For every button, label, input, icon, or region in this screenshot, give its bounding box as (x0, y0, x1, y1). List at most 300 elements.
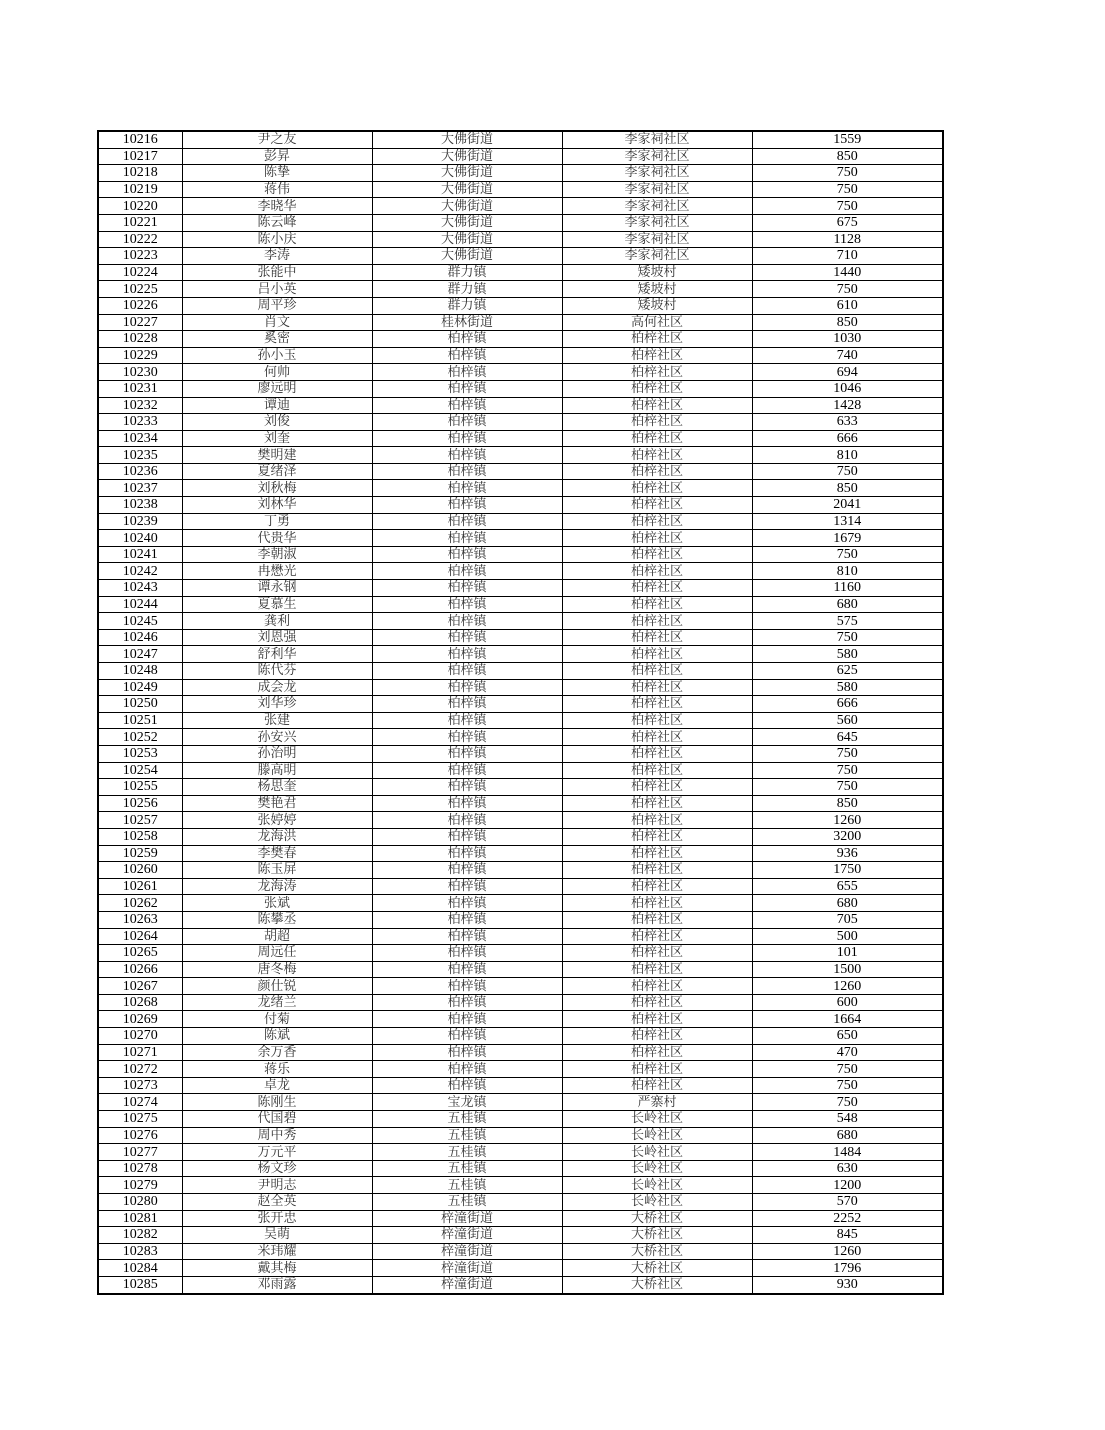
record-id-cell: 10278 (98, 1160, 182, 1177)
name-cell: 李朝淑 (182, 546, 372, 563)
record-id-cell: 10235 (98, 447, 182, 464)
table-row (98, 679, 943, 696)
name-cell: 刘奎 (182, 430, 372, 447)
name-cell: 夏绪泽 (182, 463, 372, 480)
table-row (98, 364, 943, 381)
table-row (98, 380, 943, 397)
amount-cell: 845 (752, 1227, 943, 1244)
name-cell: 李樊春 (182, 845, 372, 862)
record-id-cell: 10241 (98, 546, 182, 563)
community-cell: 柏梓社区 (562, 779, 752, 796)
town-cell: 柏梓镇 (372, 331, 562, 348)
record-id-cell: 10217 (98, 148, 182, 165)
name-cell: 张斌 (182, 895, 372, 912)
record-id-cell: 10221 (98, 214, 182, 231)
table-row (98, 945, 943, 962)
amount-cell: 705 (752, 911, 943, 928)
name-cell: 谭永钢 (182, 580, 372, 597)
town-cell: 柏梓镇 (372, 463, 562, 480)
name-cell: 张能中 (182, 264, 372, 281)
record-id-cell: 10280 (98, 1194, 182, 1211)
record-id-cell: 10277 (98, 1144, 182, 1161)
record-id-cell: 10232 (98, 397, 182, 414)
town-cell: 群力镇 (372, 297, 562, 314)
table-row (98, 563, 943, 580)
table-row (98, 181, 943, 198)
record-id-cell: 10264 (98, 928, 182, 945)
record-id-cell: 10249 (98, 679, 182, 696)
name-cell: 肖文 (182, 314, 372, 331)
community-cell: 大桥社区 (562, 1276, 752, 1293)
record-table-body (98, 131, 943, 1294)
name-cell: 刘秋梅 (182, 480, 372, 497)
table-row (98, 878, 943, 895)
name-cell: 尹明志 (182, 1177, 372, 1194)
town-cell: 柏梓镇 (372, 414, 562, 431)
community-cell: 柏梓社区 (562, 911, 752, 928)
community-cell: 柏梓社区 (562, 629, 752, 646)
record-id-cell: 10223 (98, 248, 182, 265)
town-cell: 柏梓镇 (372, 679, 562, 696)
town-cell: 五桂镇 (372, 1177, 562, 1194)
town-cell: 柏梓镇 (372, 729, 562, 746)
name-cell: 唐冬梅 (182, 961, 372, 978)
amount-cell: 810 (752, 447, 943, 464)
record-id-cell: 10239 (98, 513, 182, 530)
table-row (98, 696, 943, 713)
amount-cell: 1128 (752, 231, 943, 248)
town-cell: 梓潼街道 (372, 1210, 562, 1227)
amount-cell: 750 (752, 165, 943, 182)
name-cell: 张建 (182, 712, 372, 729)
amount-cell: 2041 (752, 497, 943, 514)
community-cell: 李家祠社区 (562, 214, 752, 231)
name-cell: 刘俊 (182, 414, 372, 431)
record-id-cell: 10279 (98, 1177, 182, 1194)
community-cell: 长岭社区 (562, 1194, 752, 1211)
amount-cell: 1679 (752, 530, 943, 547)
town-cell: 大佛街道 (372, 131, 562, 148)
name-cell: 丁勇 (182, 513, 372, 530)
community-cell: 柏梓社区 (562, 679, 752, 696)
amount-cell: 655 (752, 878, 943, 895)
community-cell: 长岭社区 (562, 1127, 752, 1144)
amount-cell: 645 (752, 729, 943, 746)
amount-cell: 570 (752, 1194, 943, 1211)
amount-cell: 1260 (752, 812, 943, 829)
amount-cell: 750 (752, 1094, 943, 1111)
amount-cell: 1796 (752, 1260, 943, 1277)
name-cell: 陈攀丞 (182, 911, 372, 928)
amount-cell: 1664 (752, 1011, 943, 1028)
table-row (98, 629, 943, 646)
community-cell: 柏梓社区 (562, 596, 752, 613)
amount-cell: 630 (752, 1160, 943, 1177)
record-id-cell: 10254 (98, 762, 182, 779)
town-cell: 柏梓镇 (372, 347, 562, 364)
community-cell: 矮坡村 (562, 297, 752, 314)
amount-cell: 750 (752, 1061, 943, 1078)
table-row (98, 663, 943, 680)
amount-cell: 750 (752, 198, 943, 215)
record-id-cell: 10237 (98, 480, 182, 497)
community-cell: 大桥社区 (562, 1210, 752, 1227)
name-cell: 余万香 (182, 1044, 372, 1061)
amount-cell: 1200 (752, 1177, 943, 1194)
amount-cell: 850 (752, 480, 943, 497)
community-cell: 柏梓社区 (562, 862, 752, 879)
town-cell: 柏梓镇 (372, 646, 562, 663)
record-id-cell: 10225 (98, 281, 182, 298)
town-cell: 柏梓镇 (372, 696, 562, 713)
community-cell: 柏梓社区 (562, 1077, 752, 1094)
amount-cell: 850 (752, 148, 943, 165)
amount-cell: 740 (752, 347, 943, 364)
table-row (98, 397, 943, 414)
table-row (98, 646, 943, 663)
table-row (98, 928, 943, 945)
town-cell: 大佛街道 (372, 248, 562, 265)
record-id-cell: 10230 (98, 364, 182, 381)
community-cell: 长岭社区 (562, 1177, 752, 1194)
table-row (98, 1177, 943, 1194)
record-id-cell: 10251 (98, 712, 182, 729)
record-id-cell: 10274 (98, 1094, 182, 1111)
town-cell: 群力镇 (372, 264, 562, 281)
table-row (98, 961, 943, 978)
name-cell: 蒋乐 (182, 1061, 372, 1078)
town-cell: 柏梓镇 (372, 613, 562, 630)
record-id-cell: 10246 (98, 629, 182, 646)
table-row (98, 314, 943, 331)
name-cell: 吴萌 (182, 1227, 372, 1244)
table-row (98, 596, 943, 613)
town-cell: 柏梓镇 (372, 513, 562, 530)
record-table (97, 130, 944, 1295)
community-cell: 柏梓社区 (562, 447, 752, 464)
table-row (98, 248, 943, 265)
record-id-cell: 10268 (98, 994, 182, 1011)
town-cell: 五桂镇 (372, 1111, 562, 1128)
name-cell: 刘华珍 (182, 696, 372, 713)
community-cell: 高何社区 (562, 314, 752, 331)
community-cell: 柏梓社区 (562, 812, 752, 829)
town-cell: 柏梓镇 (372, 878, 562, 895)
name-cell: 张开忠 (182, 1210, 372, 1227)
name-cell: 陈刚生 (182, 1094, 372, 1111)
table-row (98, 1260, 943, 1277)
name-cell: 陈代芬 (182, 663, 372, 680)
town-cell: 五桂镇 (372, 1160, 562, 1177)
record-id-cell: 10265 (98, 945, 182, 962)
amount-cell: 1046 (752, 380, 943, 397)
table-row (98, 447, 943, 464)
community-cell: 柏梓社区 (562, 978, 752, 995)
town-cell: 柏梓镇 (372, 845, 562, 862)
community-cell: 李家祠社区 (562, 181, 752, 198)
table-row (98, 1061, 943, 1078)
community-cell: 大桥社区 (562, 1260, 752, 1277)
record-id-cell: 10283 (98, 1243, 182, 1260)
town-cell: 五桂镇 (372, 1127, 562, 1144)
name-cell: 舒利华 (182, 646, 372, 663)
name-cell: 李晓华 (182, 198, 372, 215)
table-row (98, 1144, 943, 1161)
table-row (98, 530, 943, 547)
amount-cell: 2252 (752, 1210, 943, 1227)
amount-cell: 750 (752, 745, 943, 762)
record-id-cell: 10267 (98, 978, 182, 995)
amount-cell: 610 (752, 297, 943, 314)
record-id-cell: 10253 (98, 745, 182, 762)
table-row (98, 347, 943, 364)
name-cell: 戴其梅 (182, 1260, 372, 1277)
table-row (98, 1227, 943, 1244)
record-id-cell: 10231 (98, 380, 182, 397)
name-cell: 陈玉屏 (182, 862, 372, 879)
record-id-cell: 10275 (98, 1111, 182, 1128)
table-row (98, 1094, 943, 1111)
record-id-cell: 10260 (98, 862, 182, 879)
amount-cell: 3200 (752, 828, 943, 845)
record-id-cell: 10256 (98, 795, 182, 812)
table-row (98, 712, 943, 729)
table-row (98, 613, 943, 630)
amount-cell: 750 (752, 281, 943, 298)
community-cell: 柏梓社区 (562, 347, 752, 364)
community-cell: 李家祠社区 (562, 248, 752, 265)
community-cell: 柏梓社区 (562, 895, 752, 912)
amount-cell: 633 (752, 414, 943, 431)
community-cell: 柏梓社区 (562, 795, 752, 812)
town-cell: 柏梓镇 (372, 712, 562, 729)
town-cell: 柏梓镇 (372, 1028, 562, 1045)
table-row (98, 1243, 943, 1260)
table-row (98, 264, 943, 281)
community-cell: 长岭社区 (562, 1144, 752, 1161)
table-row (98, 994, 943, 1011)
town-cell: 柏梓镇 (372, 911, 562, 928)
town-cell: 柏梓镇 (372, 862, 562, 879)
table-row (98, 165, 943, 182)
name-cell: 彭昇 (182, 148, 372, 165)
amount-cell: 1440 (752, 264, 943, 281)
amount-cell: 750 (752, 629, 943, 646)
record-id-cell: 10270 (98, 1028, 182, 1045)
amount-cell: 575 (752, 613, 943, 630)
name-cell: 张婷婷 (182, 812, 372, 829)
name-cell: 龙海涛 (182, 878, 372, 895)
amount-cell: 675 (752, 214, 943, 231)
community-cell: 柏梓社区 (562, 463, 752, 480)
record-id-cell: 10238 (98, 497, 182, 514)
name-cell: 蒋伟 (182, 181, 372, 198)
town-cell: 柏梓镇 (372, 530, 562, 547)
name-cell: 孙小玉 (182, 347, 372, 364)
amount-cell: 1750 (752, 862, 943, 879)
amount-cell: 1260 (752, 1243, 943, 1260)
town-cell: 柏梓镇 (372, 546, 562, 563)
amount-cell: 750 (752, 762, 943, 779)
name-cell: 陈斌 (182, 1028, 372, 1045)
table-row (98, 845, 943, 862)
record-id-cell: 10285 (98, 1276, 182, 1293)
community-cell: 柏梓社区 (562, 530, 752, 547)
town-cell: 柏梓镇 (372, 497, 562, 514)
table-row (98, 762, 943, 779)
record-id-cell: 10243 (98, 580, 182, 597)
amount-cell: 810 (752, 563, 943, 580)
record-id-cell: 10276 (98, 1127, 182, 1144)
name-cell: 刘恩强 (182, 629, 372, 646)
table-row (98, 1276, 943, 1293)
amount-cell: 500 (752, 928, 943, 945)
town-cell: 桂林街道 (372, 314, 562, 331)
community-cell: 柏梓社区 (562, 513, 752, 530)
community-cell: 柏梓社区 (562, 1044, 752, 1061)
community-cell: 柏梓社区 (562, 646, 752, 663)
table-row (98, 911, 943, 928)
table-row (98, 281, 943, 298)
amount-cell: 694 (752, 364, 943, 381)
amount-cell: 625 (752, 663, 943, 680)
record-id-cell: 10229 (98, 347, 182, 364)
table-row (98, 1028, 943, 1045)
table-row (98, 779, 943, 796)
town-cell: 柏梓镇 (372, 812, 562, 829)
record-id-cell: 10248 (98, 663, 182, 680)
name-cell: 孙安兴 (182, 729, 372, 746)
table-row (98, 862, 943, 879)
name-cell: 杨思奎 (182, 779, 372, 796)
town-cell: 五桂镇 (372, 1144, 562, 1161)
name-cell: 刘林华 (182, 497, 372, 514)
community-cell: 矮坡村 (562, 281, 752, 298)
table-row (98, 231, 943, 248)
name-cell: 颜仕锐 (182, 978, 372, 995)
name-cell: 樊艳君 (182, 795, 372, 812)
table-row (98, 214, 943, 231)
community-cell: 柏梓社区 (562, 430, 752, 447)
name-cell: 尹之友 (182, 131, 372, 148)
table-row (98, 745, 943, 762)
table-row (98, 430, 943, 447)
community-cell: 柏梓社区 (562, 1028, 752, 1045)
record-id-cell: 10244 (98, 596, 182, 613)
town-cell: 柏梓镇 (372, 762, 562, 779)
town-cell: 柏梓镇 (372, 1077, 562, 1094)
town-cell: 柏梓镇 (372, 961, 562, 978)
community-cell: 柏梓社区 (562, 1061, 752, 1078)
name-cell: 何帅 (182, 364, 372, 381)
town-cell: 群力镇 (372, 281, 562, 298)
community-cell: 柏梓社区 (562, 613, 752, 630)
name-cell: 卓龙 (182, 1077, 372, 1094)
town-cell: 大佛街道 (372, 214, 562, 231)
name-cell: 胡超 (182, 928, 372, 945)
name-cell: 孙治明 (182, 745, 372, 762)
town-cell: 大佛街道 (372, 181, 562, 198)
record-id-cell: 10236 (98, 463, 182, 480)
community-cell: 李家祠社区 (562, 131, 752, 148)
name-cell: 吕小英 (182, 281, 372, 298)
name-cell: 邓雨露 (182, 1276, 372, 1293)
community-cell: 柏梓社区 (562, 745, 752, 762)
town-cell: 大佛街道 (372, 198, 562, 215)
town-cell: 柏梓镇 (372, 795, 562, 812)
table-row (98, 463, 943, 480)
record-id-cell: 10216 (98, 131, 182, 148)
table-row (98, 1127, 943, 1144)
amount-cell: 580 (752, 646, 943, 663)
amount-cell: 1260 (752, 978, 943, 995)
town-cell: 柏梓镇 (372, 480, 562, 497)
town-cell: 柏梓镇 (372, 663, 562, 680)
amount-cell: 750 (752, 181, 943, 198)
name-cell: 万元平 (182, 1144, 372, 1161)
record-id-cell: 10233 (98, 414, 182, 431)
community-cell: 李家祠社区 (562, 165, 752, 182)
town-cell: 柏梓镇 (372, 945, 562, 962)
amount-cell: 750 (752, 463, 943, 480)
town-cell: 柏梓镇 (372, 895, 562, 912)
amount-cell: 548 (752, 1111, 943, 1128)
table-row (98, 729, 943, 746)
name-cell: 杨文珍 (182, 1160, 372, 1177)
community-cell: 矮坡村 (562, 264, 752, 281)
amount-cell: 930 (752, 1276, 943, 1293)
table-row (98, 480, 943, 497)
community-cell: 柏梓社区 (562, 331, 752, 348)
name-cell: 龙绪兰 (182, 994, 372, 1011)
community-cell: 柏梓社区 (562, 497, 752, 514)
amount-cell: 1030 (752, 331, 943, 348)
table-row (98, 1077, 943, 1094)
town-cell: 梓潼街道 (372, 1260, 562, 1277)
town-cell: 柏梓镇 (372, 928, 562, 945)
record-id-cell: 10271 (98, 1044, 182, 1061)
community-cell: 柏梓社区 (562, 845, 752, 862)
name-cell: 周远任 (182, 945, 372, 962)
record-id-cell: 10222 (98, 231, 182, 248)
name-cell: 周中秀 (182, 1127, 372, 1144)
amount-cell: 936 (752, 845, 943, 862)
record-id-cell: 10218 (98, 165, 182, 182)
community-cell: 柏梓社区 (562, 546, 752, 563)
amount-cell: 666 (752, 430, 943, 447)
name-cell: 谭迪 (182, 397, 372, 414)
town-cell: 柏梓镇 (372, 380, 562, 397)
town-cell: 柏梓镇 (372, 629, 562, 646)
name-cell: 滕高明 (182, 762, 372, 779)
town-cell: 柏梓镇 (372, 994, 562, 1011)
name-cell: 陈云峰 (182, 214, 372, 231)
community-cell: 柏梓社区 (562, 696, 752, 713)
community-cell: 长岭社区 (562, 1160, 752, 1177)
record-id-cell: 10226 (98, 297, 182, 314)
amount-cell: 650 (752, 1028, 943, 1045)
record-id-cell: 10262 (98, 895, 182, 912)
name-cell: 夏慕生 (182, 596, 372, 613)
record-id-cell: 10269 (98, 1011, 182, 1028)
amount-cell: 680 (752, 1127, 943, 1144)
name-cell: 陈小庆 (182, 231, 372, 248)
name-cell: 樊明建 (182, 447, 372, 464)
table-row (98, 513, 943, 530)
amount-cell: 560 (752, 712, 943, 729)
record-id-cell: 10263 (98, 911, 182, 928)
name-cell: 冉懋光 (182, 563, 372, 580)
